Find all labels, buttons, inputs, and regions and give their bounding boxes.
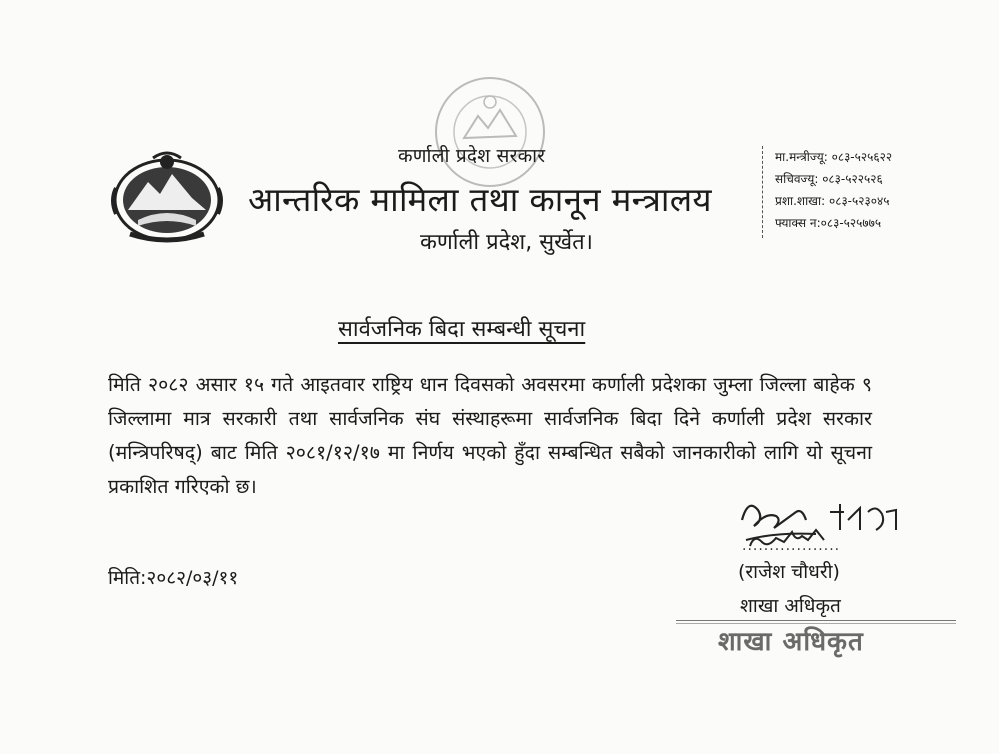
contact-minister: मा.मन्त्रीज्यू: ०८३-५२५६२२ — [775, 150, 893, 164]
designation-stamp: शाखा अधिकृत — [718, 627, 864, 657]
contact-admin-section: प्रशा.शाखा: ०८३-५२३०४५ — [775, 194, 890, 208]
signatory-designation: शाखा अधिकृत — [740, 595, 841, 617]
office-location: कर्णाली प्रदेश, सुर्खेत। — [420, 230, 593, 255]
notice-date: मिति:२०८२/०३/११ — [108, 567, 239, 589]
contact-secretary: सचिवज्यू: ०८३-५२२५२६ — [775, 172, 883, 186]
ministry-name: आन्तरिक मामिला तथा कानून मन्त्रालय — [248, 180, 712, 219]
stamp-rule — [676, 620, 956, 621]
notice-body: मिति २०८२ असार १५ गते आइतवार राष्ट्रिय धान दिवसको अवसरमा कर्णाली प्रदेशका जुम्ला जिल्ला बाहेक ९ जिल्लामा मात्र सरकारी तथा सार्वजनिक संघ संस्थाहरूमा सार्वजनिक बिदा दिने कर्णाली प्रदेश सरकार (मन्त्रिपरिषद्) बाट मिति २०८१/१२/१७ मा निर्णय भएको हुँदा सम्बन्धित सबैको जानकारीको लागि यो सूचना प्रकाशित गरिएको छ। — [108, 373, 873, 498]
signature-line: .................. — [742, 538, 841, 554]
contact-fax: फ्याक्स न:०८३-५२५७७५ — [775, 216, 882, 230]
contact-list — [762, 146, 934, 238]
notice-title: सार्वजनिक बिदा सम्बन्धी सूचना — [338, 317, 586, 342]
office-seal-icon — [430, 72, 550, 192]
nepal-emblem-icon — [108, 148, 226, 246]
government-name: कर्णाली प्रदेश सरकार — [398, 145, 546, 167]
signatory-name: (राजेश चौधरी) — [738, 561, 840, 583]
